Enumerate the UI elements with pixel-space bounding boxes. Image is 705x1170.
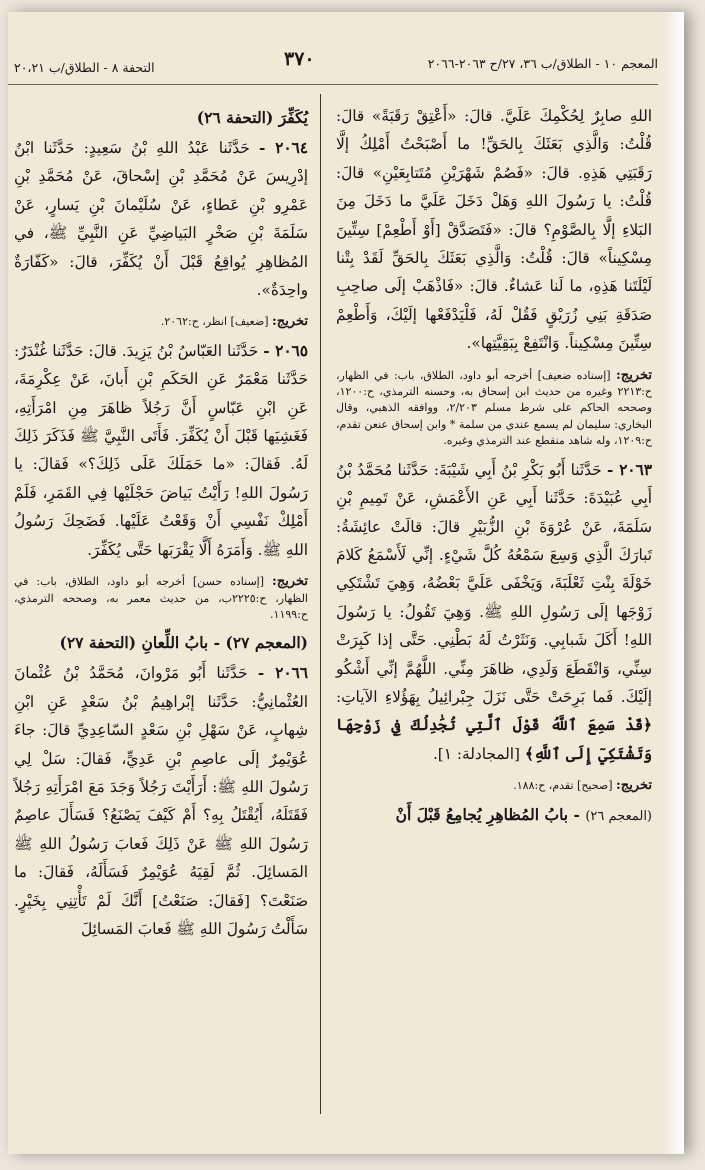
quran-reference: [المجادلة: ١]. (432, 744, 520, 763)
header-right-ref: المعجم ١٠ - الطلاق/ب ٣٦، ٢٧/ح ٢٠٦٣-٢٠٦٦ (427, 56, 658, 71)
hadith-number: ٢٠٦٣ - (606, 460, 652, 479)
hadith-text: حَدَّثَنا أَبُو بَكْرِ بْنُ أَبِي شَيْبَةَ: حَدَّثَنا مُحَمَّدُ بْنُ أَبِي عُبَيْدَةَ: حَدَّثَنا أَبِي عَنِ الأَعْمَشِ، عَنْ تَمِيمِ بْنِ سَلَمَةَ، عَنْ عُرْوَةَ بْنِ الزُّبَيْرِ قالَ: قالَتْ عائِشَةُ: تَبارَكَ الَّذِي وَسِعَ سَمْعُهُ كُلَّ شَيْءٍ. إنِّي لَأَسْمَعُ كَلامَ خَوْلَةَ بِنْتِ ثَعْلَبَةَ، وَيَخْفَى عَلَيَّ بَعْضُهُ، وَهِيَ تَشْتَكِي زَوْجَها إلَى رَسُولِ اللهِ ﷺ. وَهِيَ تَقُولُ: يا رَسُولَ اللهِ! أَكَلَ شَبابِي. وَنَثَرْتُ لَهُ بَطْنِي. حَتَّى إذا كَبِرَتْ سِنِّي، وَانْقَطَعَ وَلَدِي، ظاهَرَ مِنِّي. اللَّهُمَّ إنِّي أَشْكُو إلَيْكَ. فَما بَرِحَتْ حَتَّى نَزَلَ جِبْرائِيلُ بِهَؤُلاءِ الآياتِ: (336, 460, 652, 706)
book-page (8, 12, 684, 1154)
hadith-2064 (14, 134, 308, 304)
hadith-2066 (14, 659, 308, 943)
hadith-continuation: اللهِ صابِرٌ لِحُكْمِكَ عَلَيَّ. قالَ: «أَعْتِقْ رَقَبَةً» قالَ: قُلْتُ: وَالَّذِي بَعَثَكَ بِالحَقِّ! ما أَصْبَحْتُ أَمْلِكُ إلَّا رَقَبَتِي هَذِهِ. قالَ: «فَصُمْ شَهْرَيْنِ مُتَتابِعَيْنِ» قالَ: قُلْتُ: يا رَسُولَ اللهِ وَهَلْ دَخَلَ عَلَيَّ ما دَخَلَ مِنَ البَلاءِ إلَّا بِالصَّوْمِ؟ قالَ: «فَتَصَدَّقْ [أَوْ أَطْعِمْ] سِتِّينَ مِسْكِيناً» قالَ: قُلْتُ: وَالَّذِي بَعَثَكَ بِالحَقِّ لَقَدْ بِتْنا لَيْلَتَنا هَذِهِ، ما لَنا عَشاءٌ. قالَ: «فَاذْهَبْ إلَى صاحِبِ صَدَقَةِ بَنِي زُرَيْقٍ فَقُلْ لَهُ، فَلْيَدْفَعْها إلَيْكَ، وَأَطْعِمْ سِتِّينَ مِسْكِيناً. وَانْتَفِعْ بِبَقِيَّتِها». (336, 107, 652, 353)
chapter-title: - بابُ المُظاهِرِ يُجامِعُ قَبْلَ أَنْ (395, 804, 580, 824)
left-column (8, 102, 314, 1118)
header-rule (8, 84, 658, 85)
chapter-index: (المعجم ٢٦) (585, 808, 652, 824)
chapter-heading (336, 801, 652, 831)
header-left-ref: التحفة ٨ - الطلاق/ب ٢٠،٢١ (14, 60, 155, 75)
takhrij-label: تخريج: (616, 778, 652, 794)
hadith-2063 (336, 456, 652, 768)
page-edge (662, 12, 684, 1154)
right-column (330, 102, 658, 1118)
quran-verse: ﴿قَدْ سَمِعَ ٱللَّهُ قَوْلَ ٱلَّتِي تُجَٰدِلُكَ فِي زَوْجِهَا وَتَشْتَكِيٓ إِلَى ٱللَّهِ﴾ (336, 716, 652, 763)
takhrij-note (14, 574, 308, 623)
hadith-text: حَدَّثَنا أَبُو مَرْوانَ، مُحَمَّدُ بْنُ عُثْمانَ العُثْمانِيُّ: حَدَّثَنا إبْراهِيمُ بْنُ سَعْدٍ عَنِ ابْنِ شِهابٍ، عَنْ سَهْلِ بْنِ سَعْدٍ السّاعِدِيِّ قالَ: جاءَ عُوَيْمِرٌ إلَى عاصِمِ بْنِ عَدِيٍّ، فَقالَ: سَلْ لِي رَسُولَ اللهِ ﷺ: أَرَأَيْتَ رَجُلاً وَجَدَ مَعَ امْرَأَتِهِ رَجُلاً فَقَتَلَهُ، أَيُقْتَلُ بِهِ؟ أَمْ كَيْفَ يَصْنَعُ؟ فَسَأَلَ عاصِمٌ رَسُولَ اللهِ ﷺ عَنْ ذَلِكَ فَعابَ رَسُولُ اللهِ ﷺ المَسائِلَ. ثُمَّ لَقِيَهُ عُوَيْمِرٌ فَسَأَلَهُ، فَقالَ: ما صَنَعْتَ؟ [فَقالَ: صَنَعْتُ] أَنَّكَ لَمْ تَأْتِنِي بِخَيْرٍ. سَأَلْتُ رَسُولَ اللهِ ﷺ فَعابَ المَسائِلَ (14, 664, 308, 938)
page-number: ٣٧٠ (284, 48, 315, 70)
column-divider (320, 94, 321, 1114)
takhrij-label: تخريج: (272, 574, 308, 590)
takhrij-text: [إسناده ضعيف] أخرجه أبو داود، الطلاق، باب: في الظهار، ح:٢٢١٣ وغيره من حديث ابن إسحاق به، وحسنه الترمذي، ح:١٢٠٠، وصححه الحاكم على شرط مسلم ٢/٢٠٣، ووافقه الذهبي، وقال البخاري: سليمان لم يسمع عندي من سلمة * وابن إسحاق عنعن تقدم، ح:١٢٠٩، وله شاهد منقطع عند الترمذي وغيره. (336, 368, 652, 448)
hadith-2065 (14, 337, 308, 564)
hadith-number: ٢٠٦٥ - (263, 341, 308, 360)
takhrij-note (336, 368, 652, 450)
takhrij-note (14, 314, 308, 330)
hadith-text: حَدَّثَنا العَبّاسُ بْنُ يَزِيدَ. قالَ: حَدَّثَنا غُنْدَرٌ: حَدَّثَنا مَعْمَرٌ عَنِ الحَكَمِ بْنِ أَبانَ، عَنْ عِكْرِمَةَ، عَنِ ابْنِ عَبّاسٍ أَنَّ رَجُلاً ظاهَرَ مِنِ امْرَأَتِهِ، فَغَشِيَها قَبْلَ أَنْ يُكَفِّرَ. فَأَتَى النَّبِيَّ ﷺ فَذَكَرَ ذَلِكَ لَهُ. فَقالَ: «ما حَمَلَكَ عَلَى ذَلِكَ؟» فَقالَ: يا رَسُولَ اللهِ! رَأَيْتُ بَياضَ حَجْلَيْها فِي القَمَرِ، فَلَمْ أَمْلِكْ نَفْسِي أَنْ وَقَعْتُ عَلَيْها. فَضَحِكَ رَسُولُ اللهِ ﷺ. وَأَمَرَهُ أَلَّا يَقْرَبَها حَتَّى يُكَفِّرَ. (14, 341, 308, 559)
hadith-number: ٢٠٦٤ - (259, 139, 308, 157)
chapter-heading-tail: يُكَفِّرَ (التحفة ٢٦) (196, 108, 308, 127)
hadith-text: حَدَّثَنا عَبْدُ اللهِ بْنُ سَعِيدٍ: حَدَّثَنا ابْنُ إدْرِيسَ عَنْ مُحَمَّدِ بْنِ إسْحاقَ، عَنْ مُحَمَّدِ بْنِ عَمْرِو بْنِ عَطاءٍ، عَنْ سُلَيْمانَ بْنِ يَسارٍ، عَنْ سَلَمَةَ بْنِ صَخْرٍ البَياضِيِّ عَنِ النَّبِيِّ ﷺ، في المُظاهِرِ يُواقِعُ قَبْلَ أَنْ يُكَفِّرَ، قالَ: «كَفّارَةٌ واحِدَةٌ». (14, 139, 308, 300)
takhrij-text: [إسناده حسن] أخرجه أبو داود، الطلاق، باب: في الظهار، ح:٢٢٢٥ب، من حديث معمر به، وصححه الترمذي، ح:١١٩٩. (14, 575, 308, 621)
takhrij-text: [ضعيف] انظر، ح:٢٠٦٢. (160, 315, 269, 329)
chapter-heading: (المعجم ٢٧) - بابُ اللِّعانِ (التحفة ٢٧) (59, 633, 308, 653)
takhrij-label: تخريج: (616, 367, 652, 383)
takhrij-label: تخريج: (272, 314, 308, 330)
running-header (14, 34, 658, 74)
takhrij-text: [صحيح] تقدم، ح:١٨٨. (513, 779, 613, 793)
takhrij-note (336, 778, 652, 794)
hadith-number: ٢٠٦٦ - (257, 664, 308, 683)
